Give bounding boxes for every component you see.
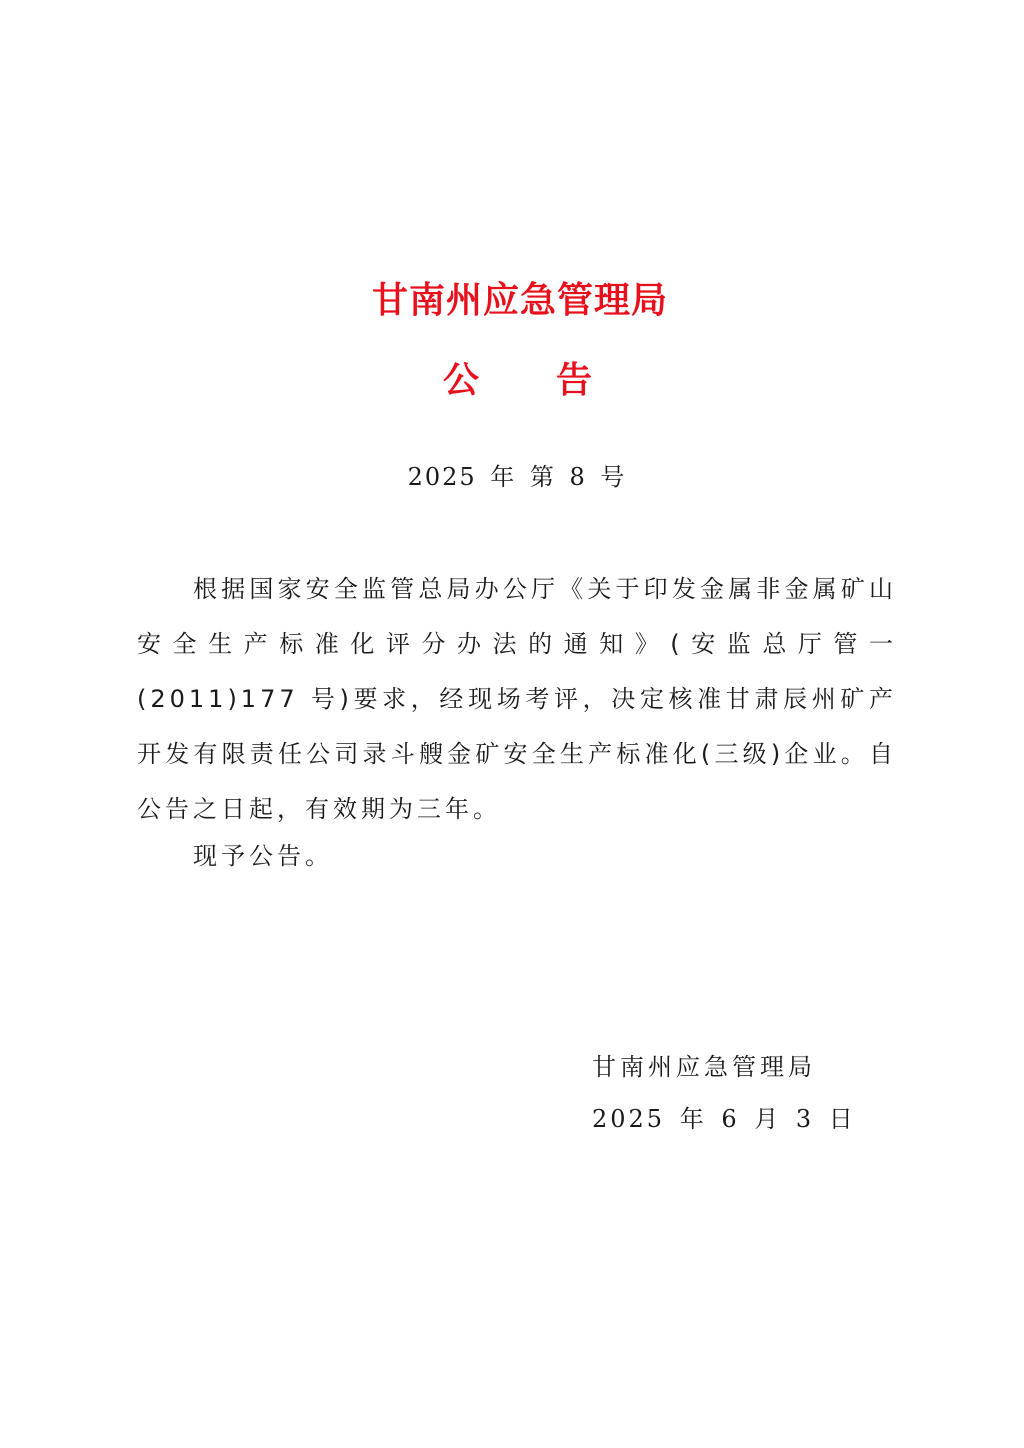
notice-title-char-1: 公 (443, 359, 480, 401)
notice-title-char-2: 告 (556, 359, 593, 401)
signature-organization: 甘南州应急管理局 (592, 1053, 816, 1081)
body-paragraph: 根据国家安全监管总局办公厅《关于印发金属非金属矿山安全生产标准化评分办法的通知》(安监总厅管一(2011)177 号)要求，经现场考评，决定核准甘肃辰州矿产开发有限责任公司录斗艘金矿安全生产标准化(三级)企业。自公告之日起，有效期为三年。 (137, 575, 897, 823)
signature-date: 2025 年 6 月 3 日 (592, 1105, 856, 1133)
issuer-heading: 甘南州应急管理局 (371, 279, 668, 321)
closing-line: 现予公告。 (193, 842, 333, 870)
document-number: 2025 年 第 8 号 (407, 463, 627, 491)
